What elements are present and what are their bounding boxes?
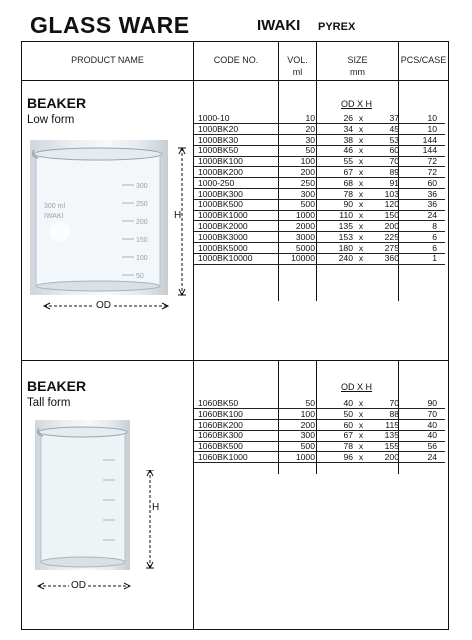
header-pcs-case: PCS/CASE xyxy=(400,55,447,65)
header-bottom-border xyxy=(21,80,449,81)
cell-x: x xyxy=(358,188,364,199)
cell-h: 275 xyxy=(384,242,399,253)
cell-pcs: 70 xyxy=(427,408,437,419)
table-row xyxy=(194,145,445,156)
cell-vol: 100 xyxy=(300,156,315,167)
cell-od: 60 xyxy=(343,419,353,430)
cell-code: 1060BK300 xyxy=(198,430,243,441)
cell-h: 89 xyxy=(389,167,399,177)
table-row xyxy=(194,199,445,210)
table-row xyxy=(194,178,445,189)
cell-pcs: 90 xyxy=(427,398,437,408)
cell-od: 110 xyxy=(339,210,353,221)
header-size-unit: mm xyxy=(350,67,365,77)
table-row xyxy=(194,156,445,167)
cell-x: x xyxy=(358,113,364,123)
cell-vol: 20 xyxy=(305,123,315,134)
cell-vol: 2000 xyxy=(295,221,315,231)
cell-pcs: 144 xyxy=(422,145,437,156)
cell-od: 240 xyxy=(338,253,353,264)
cell-x: x xyxy=(358,231,364,242)
cell-pcs: 36 xyxy=(427,188,437,199)
cell-x: x xyxy=(358,123,364,134)
row-separator xyxy=(194,264,445,265)
cell-x: x xyxy=(358,134,364,145)
cell-h: 120 xyxy=(384,199,399,210)
height-label-low-form: H xyxy=(174,210,182,221)
table-row xyxy=(194,232,445,243)
table-row xyxy=(194,167,445,178)
cell-h: 115 xyxy=(385,419,399,430)
cell-x: x xyxy=(358,210,364,221)
cell-vol: 30 xyxy=(305,134,315,145)
cell-code: 1000BK100 xyxy=(198,156,243,167)
cell-code: 1000-10 xyxy=(198,113,230,123)
cell-od: 26 xyxy=(343,113,353,123)
scale-label: 50 xyxy=(136,273,144,280)
cell-x: x xyxy=(358,156,364,167)
cell-x: x xyxy=(358,145,364,156)
section-title-tall-form: BEAKER xyxy=(27,378,87,394)
cell-pcs: 24 xyxy=(427,452,437,462)
cell-h: 91 xyxy=(389,177,399,188)
cell-x: x xyxy=(358,177,364,188)
cell-pcs: 1 xyxy=(432,253,437,264)
header-vol: VOL. xyxy=(287,55,308,65)
table-top-border xyxy=(21,41,449,42)
cell-od: 90 xyxy=(343,199,353,210)
cell-code: 1000BK5000 xyxy=(198,242,248,253)
cell-pcs: 60 xyxy=(427,177,437,188)
header-size: SIZE xyxy=(347,55,368,65)
cell-h: 135 xyxy=(384,430,399,441)
cell-pcs: 6 xyxy=(432,231,437,242)
cell-od: 46 xyxy=(343,145,353,156)
cell-od: 153 xyxy=(338,231,353,242)
cell-od: 78 xyxy=(343,188,353,199)
cell-h: 200 xyxy=(384,452,399,462)
cell-h: 225 xyxy=(384,231,399,242)
cell-code: 1060BK50 xyxy=(198,398,239,408)
cell-vol: 100 xyxy=(300,408,315,419)
cell-od: 40 xyxy=(343,398,353,408)
beaker-brand-text: IWAKI xyxy=(44,213,64,220)
sub-brand-name: PYREX xyxy=(318,21,356,33)
cell-h: 200 xyxy=(384,221,399,231)
cell-od: 180 xyxy=(338,242,353,253)
cell-code: 1000BK10000 xyxy=(198,253,253,264)
cell-code: 1000-250 xyxy=(198,177,235,188)
table-row xyxy=(194,253,445,264)
cell-pcs: 72 xyxy=(427,167,437,177)
cell-x: x xyxy=(358,398,364,408)
cell-code: 1000BK300 xyxy=(198,188,243,199)
cell-code: 1000BK30 xyxy=(198,134,239,145)
cell-h: 155 xyxy=(384,441,399,452)
table-row xyxy=(194,409,445,420)
table-row xyxy=(194,420,445,431)
table-left-border xyxy=(21,41,22,630)
cell-h: 150 xyxy=(384,210,399,221)
cell-x: x xyxy=(358,408,364,419)
table-row xyxy=(194,441,445,452)
header-product-name: PRODUCT NAME xyxy=(71,55,144,65)
table-bottom-border xyxy=(21,629,449,630)
cell-vol: 200 xyxy=(300,167,315,177)
cell-vol: 500 xyxy=(300,441,315,452)
cell-vol: 50 xyxy=(305,145,315,156)
cell-h: 45 xyxy=(389,123,399,134)
table-right-border xyxy=(448,41,449,630)
cell-vol: 300 xyxy=(300,188,315,199)
cell-vol: 10 xyxy=(305,113,315,123)
section-divider xyxy=(21,360,449,361)
cell-vol: 200 xyxy=(300,419,315,430)
cell-code: 1000BK50 xyxy=(198,145,239,156)
cell-od: 34 xyxy=(343,123,353,134)
section-subtitle-tall-form: Tall form xyxy=(27,397,71,409)
table-row xyxy=(194,189,445,200)
cell-od: 38 xyxy=(343,134,353,145)
size-header-low-form: OD X H xyxy=(341,99,373,109)
table-row xyxy=(194,221,445,232)
brand-name: IWAKI xyxy=(257,17,301,34)
od-label-low-form: OD xyxy=(96,300,111,311)
table-row xyxy=(194,124,445,135)
cell-code: 1060BK500 xyxy=(198,441,243,452)
cell-pcs: 24 xyxy=(427,210,437,221)
cell-h: 88 xyxy=(389,408,399,419)
cell-pcs: 8 xyxy=(432,221,437,231)
cell-vol: 1000 xyxy=(295,210,315,221)
cell-code: 1060BK200 xyxy=(198,419,243,430)
cell-code: 1000BK1000 xyxy=(198,210,248,221)
cell-vol: 300 xyxy=(300,430,315,441)
cell-h: 37 xyxy=(389,113,399,123)
section-title-low-form: BEAKER xyxy=(27,95,87,111)
cell-x: x xyxy=(358,430,364,441)
cell-x: x xyxy=(358,242,364,253)
scale-label: 200 xyxy=(136,219,148,226)
cell-h: 360 xyxy=(384,253,399,264)
size-header-tall-form: OD X H xyxy=(341,382,373,392)
cell-h: 70 xyxy=(389,156,399,167)
cell-x: x xyxy=(358,199,364,210)
cell-h: 70 xyxy=(389,398,399,408)
cell-vol: 500 xyxy=(300,199,315,210)
table-row xyxy=(194,113,445,124)
cell-pcs: 40 xyxy=(427,430,437,441)
cell-od: 55 xyxy=(343,156,353,167)
section-subtitle-low-form: Low form xyxy=(27,114,75,126)
cell-od: 78 xyxy=(343,441,353,452)
cell-code: 1060BK100 xyxy=(198,408,243,419)
cell-h: 53 xyxy=(389,134,399,145)
cell-pcs: 144 xyxy=(422,134,437,145)
cell-vol: 3000 xyxy=(295,231,315,242)
scale-label: 150 xyxy=(136,237,148,244)
cell-x: x xyxy=(358,167,364,177)
scale-label: 100 xyxy=(136,255,148,262)
cell-pcs: 6 xyxy=(432,242,437,253)
cell-vol: 250 xyxy=(300,177,315,188)
table-row xyxy=(194,243,445,254)
cell-od: 50 xyxy=(343,408,353,419)
table-row xyxy=(194,452,445,463)
cell-vol: 5000 xyxy=(295,242,315,253)
cell-od: 68 xyxy=(343,177,353,188)
cell-code: 1060BK1000 xyxy=(198,452,248,462)
cell-pcs: 10 xyxy=(427,123,437,134)
cell-od: 67 xyxy=(343,430,353,441)
cell-od: 135 xyxy=(338,221,353,231)
page-title: GLASS WARE xyxy=(30,12,190,38)
cell-pcs: 72 xyxy=(427,156,437,167)
cell-vol: 10000 xyxy=(291,253,315,264)
header-code-no: CODE NO. xyxy=(213,55,259,65)
table-row xyxy=(194,135,445,146)
height-label-tall-form: H xyxy=(152,502,160,513)
table-row xyxy=(194,210,445,221)
cell-pcs: 40 xyxy=(427,419,437,430)
row-separator xyxy=(194,462,445,463)
cell-vol: 1000 xyxy=(295,452,315,462)
cell-code: 1000BK200 xyxy=(198,167,243,177)
cell-pcs: 56 xyxy=(427,441,437,452)
cell-x: x xyxy=(358,221,364,231)
cell-code: 1000BK20 xyxy=(198,123,239,134)
cell-x: x xyxy=(358,253,364,264)
cell-vol: 50 xyxy=(305,398,315,408)
cell-code: 1000BK500 xyxy=(198,199,243,210)
cell-code: 1000BK2000 xyxy=(198,221,248,231)
tall-form-dimension-lines xyxy=(30,470,180,600)
scale-label: 250 xyxy=(136,201,148,208)
cell-code: 1000BK3000 xyxy=(198,231,248,242)
cell-h: 60 xyxy=(389,145,399,156)
scale-label: 300 xyxy=(136,183,148,190)
cell-pcs: 36 xyxy=(427,199,437,210)
table-row xyxy=(194,398,445,409)
od-label-tall-form: OD xyxy=(71,580,86,591)
cell-x: x xyxy=(358,452,364,462)
cell-od: 67 xyxy=(343,167,353,177)
low-form-dimension-lines xyxy=(40,140,200,320)
header-vol-unit: ml xyxy=(292,67,303,77)
cell-x: x xyxy=(358,419,364,430)
beaker-capacity-text: 300 ml xyxy=(44,203,66,210)
cell-pcs: 10 xyxy=(427,113,437,123)
cell-h: 103 xyxy=(384,188,399,199)
cell-x: x xyxy=(358,441,364,452)
table-row xyxy=(194,430,445,441)
cell-od: 96 xyxy=(343,452,353,462)
